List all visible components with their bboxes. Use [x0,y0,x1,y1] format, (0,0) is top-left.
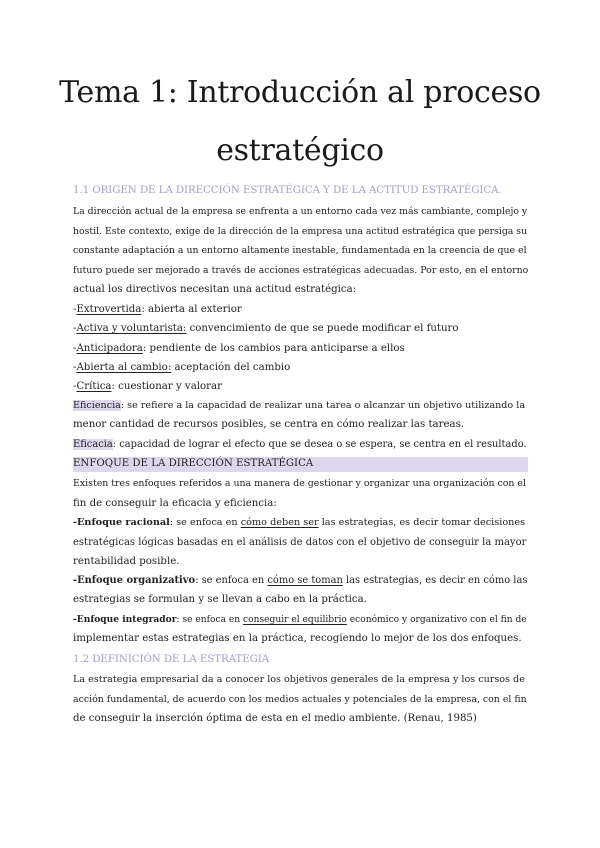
enfoque-racional-label: -Enfoque racional [73,517,170,528]
intro-line-1: La dirección actual de la empresa se enfrenta a un entorno cada vez más cambiante, complejo y [73,206,528,217]
text-span: : se enfoca en [195,575,268,586]
definicion-line-1: La estrategia empresarial da a conocer los objetivos generales de la empresa y los cursos de [73,674,525,685]
eficiencia-term: Eficiencia [73,400,121,411]
enfoque-intro-line-2: fin de conseguir la eficacia y eficiencia: [73,498,277,509]
document-title-line-1: Tema 1: Introducción al proceso [59,75,541,110]
text-span: las estrategias, es decir tomar decisiones [318,517,526,528]
enfoque-integrador-line-2: implementar estas estrategias en la práctica, recogiendo lo mejor de los dos enfoques. [73,633,522,644]
underlined-phrase: conseguir el equilibrio [243,615,347,625]
attitude-description: : abierta al exterior [141,304,242,315]
definicion-line-3: de conseguir la inserción óptima de esta en el medio ambiente. (Renau, 1985) [73,713,477,724]
enfoque-racional-line-2: estratégicas lógicas basadas en el análisis de datos con el objetivo de conseguir la mayor [73,537,527,548]
enfoque-heading: ENFOQUE DE LA DIRECCIÓN ESTRATÉGICA [73,458,314,469]
text-span: económico y organizativo con el fin de [346,615,527,625]
list-dash: - [73,343,77,354]
eficacia-term: Eficacia [73,439,113,450]
eficiencia-line-2: menor cantidad de recursos posibles, se centra en cómo realizar las tareas. [73,419,465,430]
attitude-description: : pendiente de los cambios para anticiparse a ellos [142,343,405,354]
enfoque-organizativo-line-2: estrategias se formulan y se llevan a cabo en la práctica. [73,594,367,605]
attitude-term: Crítica [76,381,112,392]
intro-line-5: actual los directivos necesitan una actitud estratégica: [73,284,357,295]
enfoque-intro-line-1: Existen tres enfoques referidos a una manera de gestionar y organizar una organización con el [73,478,526,489]
enfoque-organizativo-line-1 [73,575,528,586]
underlined-phrase: cómo deben ser [240,517,319,528]
list-dash: - [73,323,77,334]
attitude-description: : cuestionar y valorar [111,381,222,392]
list-dash: - [73,304,77,315]
enfoque-integrador-line-1 [73,614,528,625]
attitude-term: Activa y voluntarista: [76,323,187,334]
attitude-description: convencimiento de que se puede modificar el futuro [186,323,459,334]
intro-line-3: constante adaptación a un entorno altamente inestable, fundamentada en la creencia de que el [73,245,527,256]
list-dash: - [73,362,77,373]
enfoque-organizativo-label: -Enfoque organizativo [73,575,196,586]
attitude-description: aceptación del cambio [171,362,291,373]
attitude-term: Abierta al cambio: [76,362,172,373]
document-title-line-2: estratégico [216,133,384,168]
enfoque-racional-line-1 [73,517,528,528]
enfoque-integrador-label: -Enfoque integrador [73,614,177,625]
eficacia-line [73,439,528,450]
eficiencia-definition: : se refiere a la capacidad de realizar una tarea o alcanzar un objetivo utilizando la [120,400,526,411]
attitude-item [73,323,528,334]
definicion-line-2: acción fundamental, de acuerdo con los medios actuales y potenciales de la empresa, con el fin [73,694,527,705]
attitude-item [73,362,528,373]
text-span: las estrategias, es decir en cómo las [342,575,528,586]
attitude-item [73,304,528,315]
attitude-term: Extrovertida [76,304,142,315]
attitude-item [73,343,528,354]
eficiencia-line-1 [73,400,528,411]
underlined-phrase: cómo se toman [267,575,343,586]
section-heading-origen: 1.1 ORIGEN DE LA DIRECCIÓN ESTRATÉGICA Y DE LA ACTITUD ESTRATÉGICA. [73,184,502,196]
attitude-item [73,381,528,392]
text-span: : se enfoca en [169,517,241,528]
intro-line-2: hostil. Este contexto, exige de la dirección de la empresa una actitud estratégica que persiga su [73,226,528,237]
text-span: : se enfoca en [176,615,244,625]
attitude-term: Anticipadora [76,343,143,354]
intro-line-4: futuro puede ser mejorado a través de acciones estratégicas adecuadas. Por esto, en el entorno [73,265,529,276]
list-dash: - [73,381,77,392]
section-heading-definicion: 1.2 DEFINICIÓN DE LA ESTRATEGIA [73,653,270,665]
enfoque-racional-line-3: rentabilidad posible. [73,556,180,567]
eficacia-definition: : capacidad de lograr el efecto que se desea o se espera, se centra en el resultado. [112,439,527,450]
